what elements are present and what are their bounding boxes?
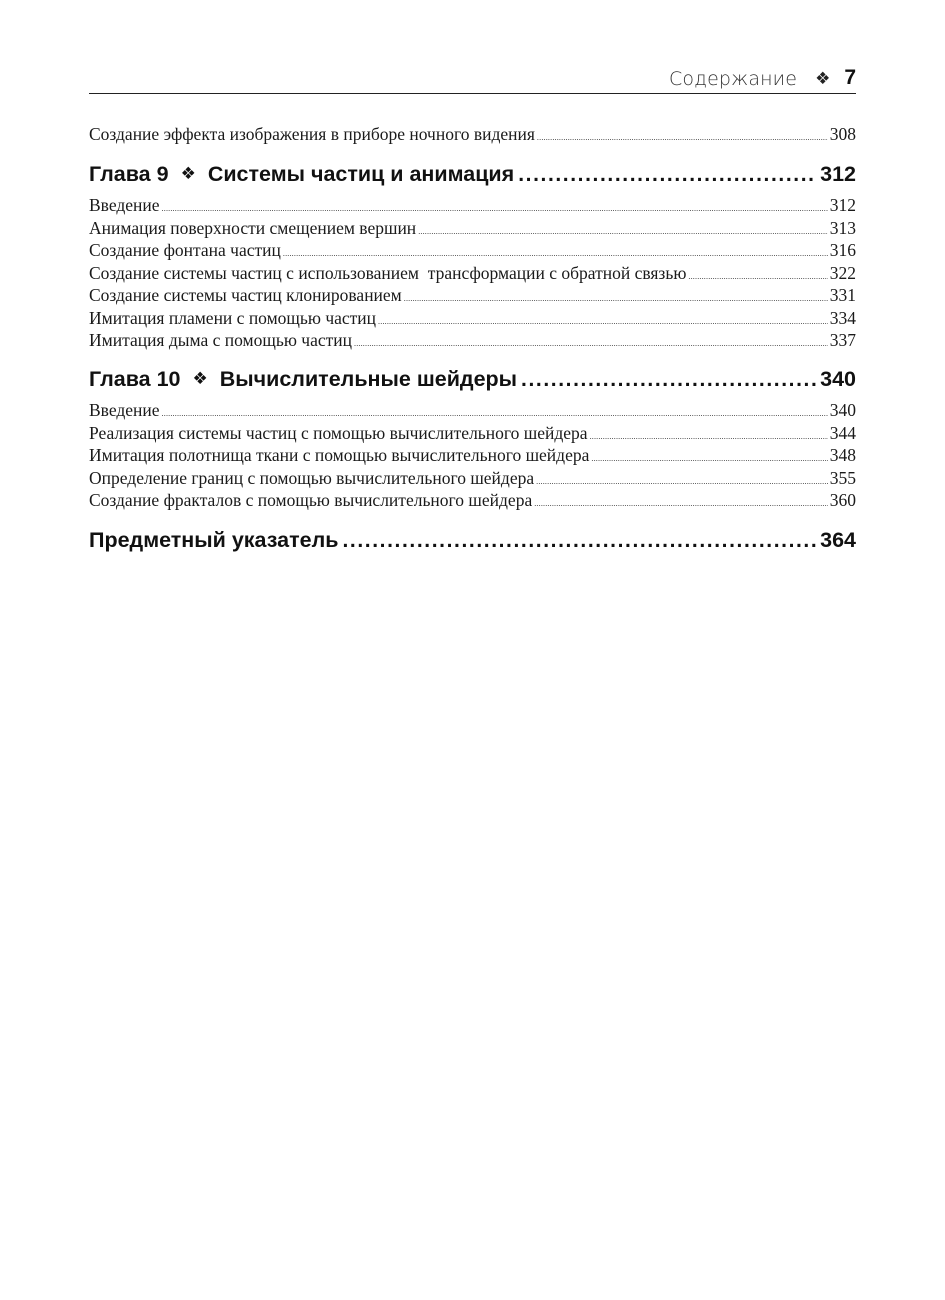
leader-dots: [534, 493, 828, 516]
toc-entry-title: Анимация поверхности смещением вершин: [89, 217, 417, 238]
index-page: 364: [820, 528, 856, 552]
leader-dots: [536, 471, 828, 494]
ornament-icon: ❖: [192, 369, 208, 389]
leader-dots: [521, 366, 816, 394]
toc-index: [89, 526, 856, 554]
toc-entry[interactable]: [89, 444, 856, 467]
running-header-title: Содержание: [669, 68, 798, 90]
toc-entry-page: 322: [829, 262, 856, 283]
toc-entry[interactable]: [89, 467, 856, 490]
toc-entry-page: 355: [829, 467, 856, 488]
toc-entry-page: 334: [829, 307, 856, 328]
toc-entry[interactable]: [89, 422, 856, 445]
toc-entry-page: 360: [829, 490, 856, 510]
chapter-page: 312: [820, 162, 856, 186]
chapter-label: Глава 9: [89, 162, 169, 186]
leader-dots: [591, 448, 827, 471]
toc-entry-title: Введение: [89, 195, 160, 215]
ornament-icon: ❖: [180, 164, 196, 184]
toc-entry[interactable]: [89, 123, 856, 146]
running-header: [89, 62, 856, 94]
toc-entry-page: 348: [829, 445, 856, 465]
page-number: 7: [844, 66, 856, 89]
leader-dots: [378, 311, 828, 334]
toc-entry-title: Имитация пламени с помощью частиц: [89, 307, 377, 328]
leader-dots: [343, 527, 817, 555]
leader-dots: [418, 221, 828, 244]
toc-entry-title: Имитация дыма с помощью частиц: [89, 330, 352, 350]
chapter-heading[interactable]: [89, 365, 856, 393]
toc-top-section: [89, 123, 856, 146]
toc-entry-page: 340: [829, 400, 856, 420]
toc-entry-page: 316: [829, 240, 856, 260]
toc-entry-title: Введение: [89, 400, 160, 420]
toc-entry-title: Создание фонтана частиц: [89, 240, 281, 260]
toc-entry[interactable]: [89, 194, 856, 217]
toc-entry[interactable]: [89, 239, 856, 262]
ornament-icon: ❖: [815, 69, 831, 89]
toc-entry-title: Создание фракталов с помощью вычислительного шейдера: [89, 490, 533, 510]
toc-entry-title: Реализация системы частиц с помощью вычислительного шейдера: [89, 422, 588, 443]
toc-entry-title: Определение границ с помощью вычислительного шейдера: [89, 467, 535, 488]
chapter-title: Системы частиц и анимация: [207, 162, 515, 186]
toc-entry-title: Создание системы частиц с использованием трансформации с обратной связью: [89, 262, 687, 283]
toc-entry-title: Создание эффекта изображения в приборе ночного видения: [89, 124, 535, 144]
toc-entry[interactable]: [89, 284, 856, 307]
toc-entry-title: Имитация полотнища ткани с помощью вычислительного шейдера: [89, 445, 590, 465]
chapter-label: Глава 10: [89, 367, 181, 391]
toc-entry-page: 344: [829, 422, 856, 443]
index-title: Предметный указатель: [89, 528, 339, 552]
toc-entry[interactable]: [89, 262, 856, 285]
toc-entry-page: 337: [829, 330, 856, 350]
leader-dots: [590, 426, 828, 449]
index-heading[interactable]: [89, 526, 856, 554]
toc-entry-page: 331: [829, 285, 856, 305]
chapter-heading[interactable]: [89, 160, 856, 188]
leader-dots: [537, 127, 828, 150]
toc-entry-page: 308: [829, 124, 856, 144]
toc-entry-page: 312: [829, 195, 856, 215]
leader-dots: [518, 161, 816, 189]
toc-entry[interactable]: [89, 329, 856, 352]
toc-entry[interactable]: [89, 489, 856, 512]
toc-entry[interactable]: [89, 399, 856, 422]
toc-chapter-10: [89, 365, 856, 512]
toc-entry[interactable]: [89, 307, 856, 330]
toc-entry-page: 313: [829, 217, 856, 238]
leader-dots: [354, 333, 828, 356]
chapter-page: 340: [820, 367, 856, 391]
leader-dots: [404, 288, 828, 311]
toc-entry-title: Создание системы частиц клонированием: [89, 285, 402, 305]
toc-entry[interactable]: [89, 217, 856, 240]
chapter-title: Вычислительные шейдеры: [219, 367, 518, 391]
leader-dots: [688, 266, 827, 289]
toc-chapter-9: [89, 160, 856, 352]
